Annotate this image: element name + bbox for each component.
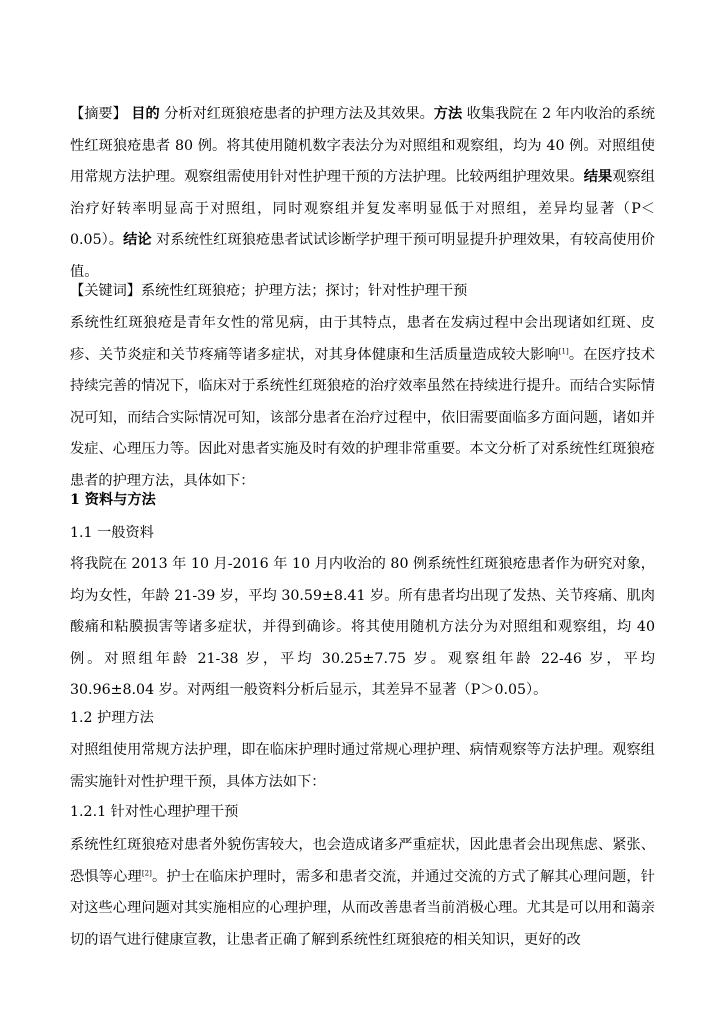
section-1-1-paragraph: [70, 549, 655, 707]
section-1-2-heading: 1.2 护理方法: [70, 710, 154, 726]
section-1-2-1-heading: 1.2.1 针对性心理护理干预: [70, 804, 239, 820]
intro-text-1: 系统性红斑狼疮是青年女性的常见病，由于其特点，患者在发病过程中会出现诸如红斑、皮疹、关节炎症和关节疼痛等诸多症状，对其身体健康和生活质量造成较大影响: [70, 315, 655, 363]
keywords-tag: 【关键词】: [70, 283, 141, 299]
keywords-text: 系统性红斑狼疮；护理方法；探讨；针对性护理干预: [140, 283, 468, 299]
abstract-purpose-label: 目的: [131, 106, 160, 122]
section-1-1-text: 将我院在 2013 年 10 月-2016 年 10 月内收治的 80 例系统性红斑狼疮患者作为研究对象，均为女性，年龄 21-39 岁，平均 30.59±8.41 岁。所有患者均出现了发热、关节疼痛、肌肉酸痛和粘膜损害等诸多症状，并得到确诊。将其使用随机方法分为对照组和观察组，均 40 例。对照组年龄 21-38 岁，平均 30.25±7.75 岁。观察组年龄 22-46 岁，平均 30.96±8.04 岁。对两组一般资料分析后显示，其差异不显著（P＞0.05）。: [70, 556, 655, 698]
section-1-2-paragraph: [70, 735, 655, 798]
abstract-method-text: 收集我院在 2 年内收治的系统性红斑狼疮患者 80 例。将其使用随机数字表法分为对照组和观察组，均为 40 例。对照组使用常规方法护理。观察组需使用针对性护理干预的方法护理。比较两组护理效果。: [70, 106, 655, 185]
abstract-conclusion-label: 结论: [123, 232, 152, 248]
keywords-paragraph: [70, 276, 655, 308]
intro-text-2: 。在医疗技术持续完善的情况下，临床对于系统性红斑狼疮的治疗效率虽然在持续进行提升。而结合实际情况可知，而结合实际情况可知，该部分患者在治疗过程中，依旧需要面临多方面问题，诸如并发症、心理压力等。因此对患者实施及时有效的护理非常重要。本文分析了对系统性红斑狼疮患者的护理方法，具体如下：: [70, 346, 655, 489]
intro-reference: [1]: [558, 346, 569, 355]
abstract-result-label: 结果: [583, 169, 613, 185]
section-1-2-1-paragraph: [70, 830, 655, 956]
intro-paragraph: [70, 308, 655, 497]
abstract-paragraph: [70, 99, 655, 288]
abstract-tag: 【摘要】: [70, 106, 127, 122]
section-1-2-1-text-2: 。护士在临床护理时，需多和患者交流，并通过交流的方式了解其心理问题，针对这些心理问题对其实施相应的心理护理，从而改善患者当前消极心理。尤其是可以用和蔼亲切的语气进行健康宣教，让患者正确了解到系统性红斑狼疮的相关知识，更好的改: [70, 868, 655, 948]
section-1-heading: 1 资料与方法: [70, 492, 156, 508]
abstract-result-text: 观察组治疗好转率明显高于对照组，同时观察组并复发率明显低于对照组，差异均显著（P＜0.05）。: [70, 169, 655, 248]
abstract-method-label: 方法: [433, 106, 463, 122]
abstract-purpose-text: 分析对红斑狼疮患者的护理方法及其效果。: [164, 106, 434, 122]
section-1-2-1-reference: [2]: [141, 868, 152, 877]
abstract-conclusion-text: 对系统性红斑狼疮患者试试诊断学护理干预可明显提升护理效果，有较高使用价值。: [70, 232, 655, 280]
section-1-2-1-text-1: 系统性红斑狼疮对患者外貌伤害较大，也会造成诸多严重症状，因此患者会出现焦虑、紧张、恐惧等心理: [70, 837, 655, 885]
section-1-1-heading: 1.1 一般资料: [70, 525, 154, 541]
section-1-2-text: 对照组使用常规方法护理，即在临床护理时通过常规心理护理、病情观察等方法护理。观察组需实施针对性护理干预，具体方法如下：: [70, 742, 655, 790]
